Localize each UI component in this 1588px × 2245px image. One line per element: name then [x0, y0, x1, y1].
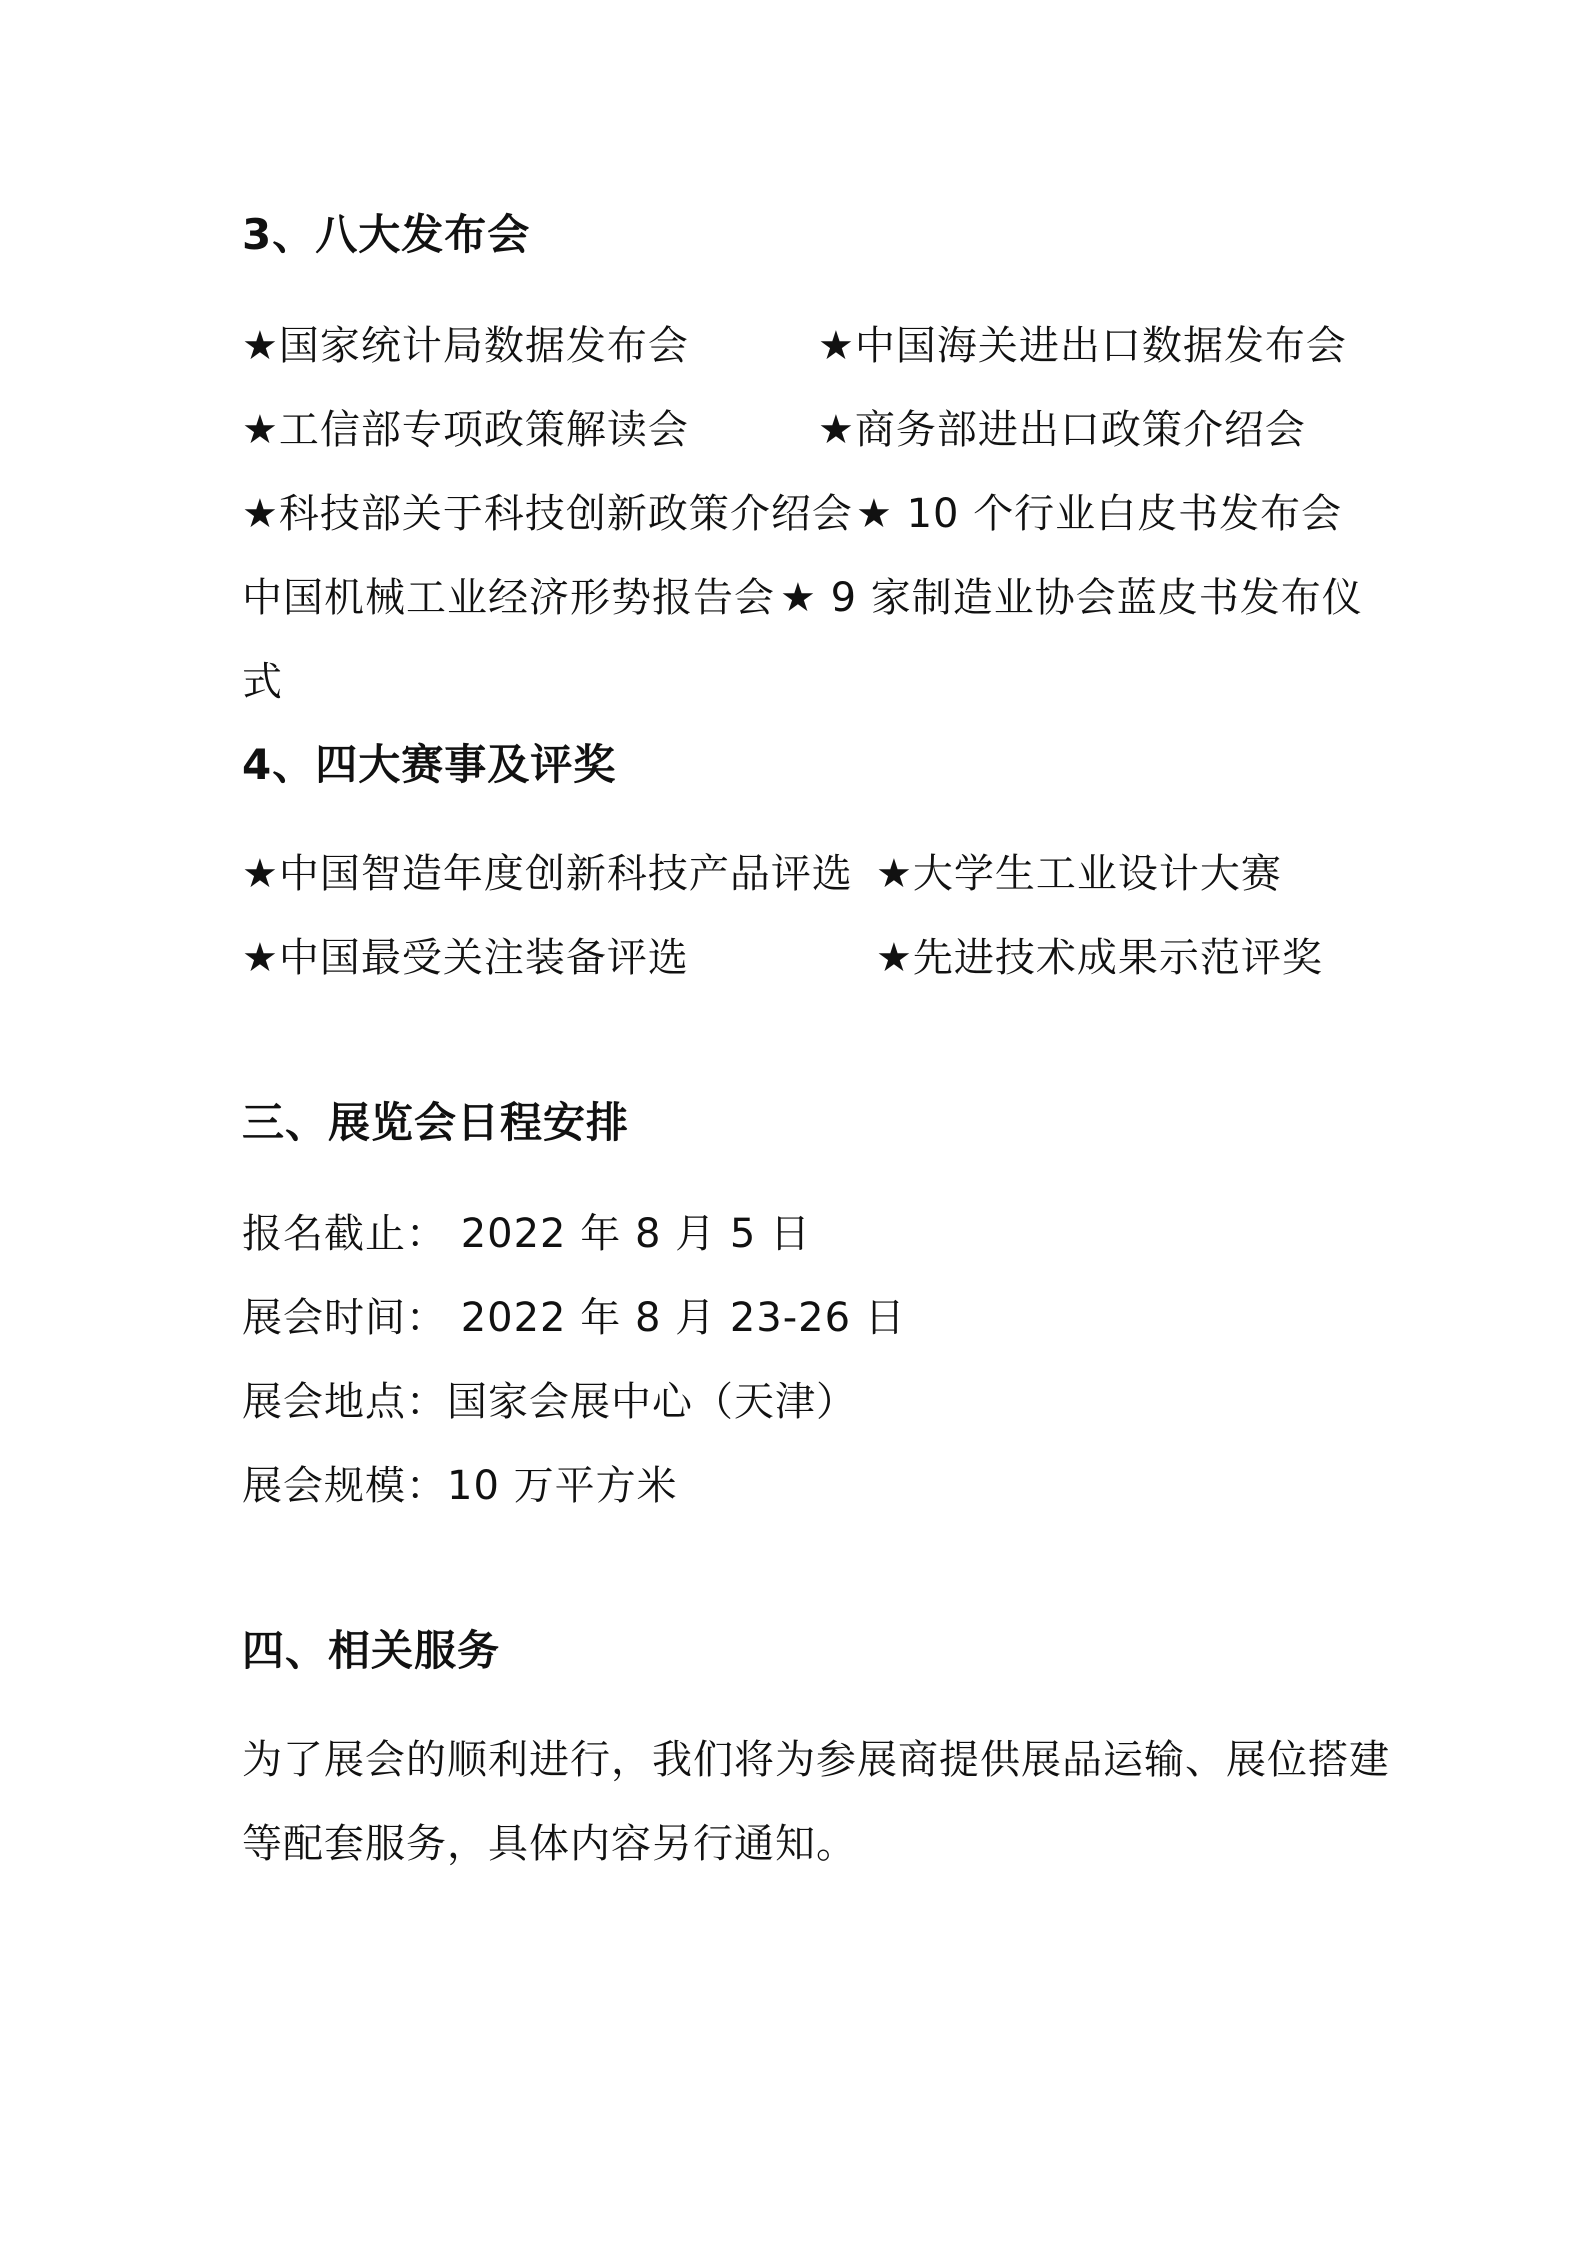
exhibition-venue: 展会地点：国家会展中心（天津）	[242, 1379, 857, 1425]
award-item-2: ★大学生工业设计大赛	[876, 851, 1282, 897]
launch-item-2: ★中国海关进出口数据发布会	[818, 323, 1347, 369]
section-3-heading: 3、八大发布会	[242, 210, 531, 259]
launch-item-7: 中国机械工业经济形势报告会	[242, 575, 775, 621]
launch-item-4: ★商务部进出口政策介绍会	[818, 407, 1306, 453]
launch-item-8: ★ 9 家制造业协会蓝皮书发布仪	[780, 575, 1363, 621]
launch-item-8-continued: 式	[242, 659, 283, 705]
launch-item-5: ★科技部关于科技创新政策介绍会	[242, 491, 853, 537]
registration-deadline: 报名截止： 2022 年 8 月 5 日	[242, 1211, 811, 1257]
launch-item-6: ★ 10 个行业白皮书发布会	[856, 491, 1343, 537]
services-paragraph-line-2: 等配套服务，具体内容另行通知。	[242, 1821, 857, 1867]
section-4-heading: 4、四大赛事及评奖	[242, 740, 617, 789]
services-paragraph-line-1: 为了展会的顺利进行，我们将为参展商提供展品运输、展位搭建	[242, 1737, 1390, 1783]
award-item-3: ★中国最受关注装备评选	[242, 935, 689, 981]
launch-item-3: ★工信部专项政策解读会	[242, 407, 689, 453]
exhibition-scale: 展会规模：10 万平方米	[242, 1463, 678, 1509]
launch-item-1: ★国家统计局数据发布会	[242, 323, 689, 369]
schedule-heading: 三、展览会日程安排	[242, 1098, 630, 1147]
award-item-1: ★中国智造年度创新科技产品评选	[242, 851, 853, 897]
services-heading: 四、相关服务	[242, 1626, 501, 1675]
exhibition-time: 展会时间： 2022 年 8 月 23-26 日	[242, 1295, 906, 1341]
award-item-4: ★先进技术成果示范评奖	[876, 935, 1323, 981]
